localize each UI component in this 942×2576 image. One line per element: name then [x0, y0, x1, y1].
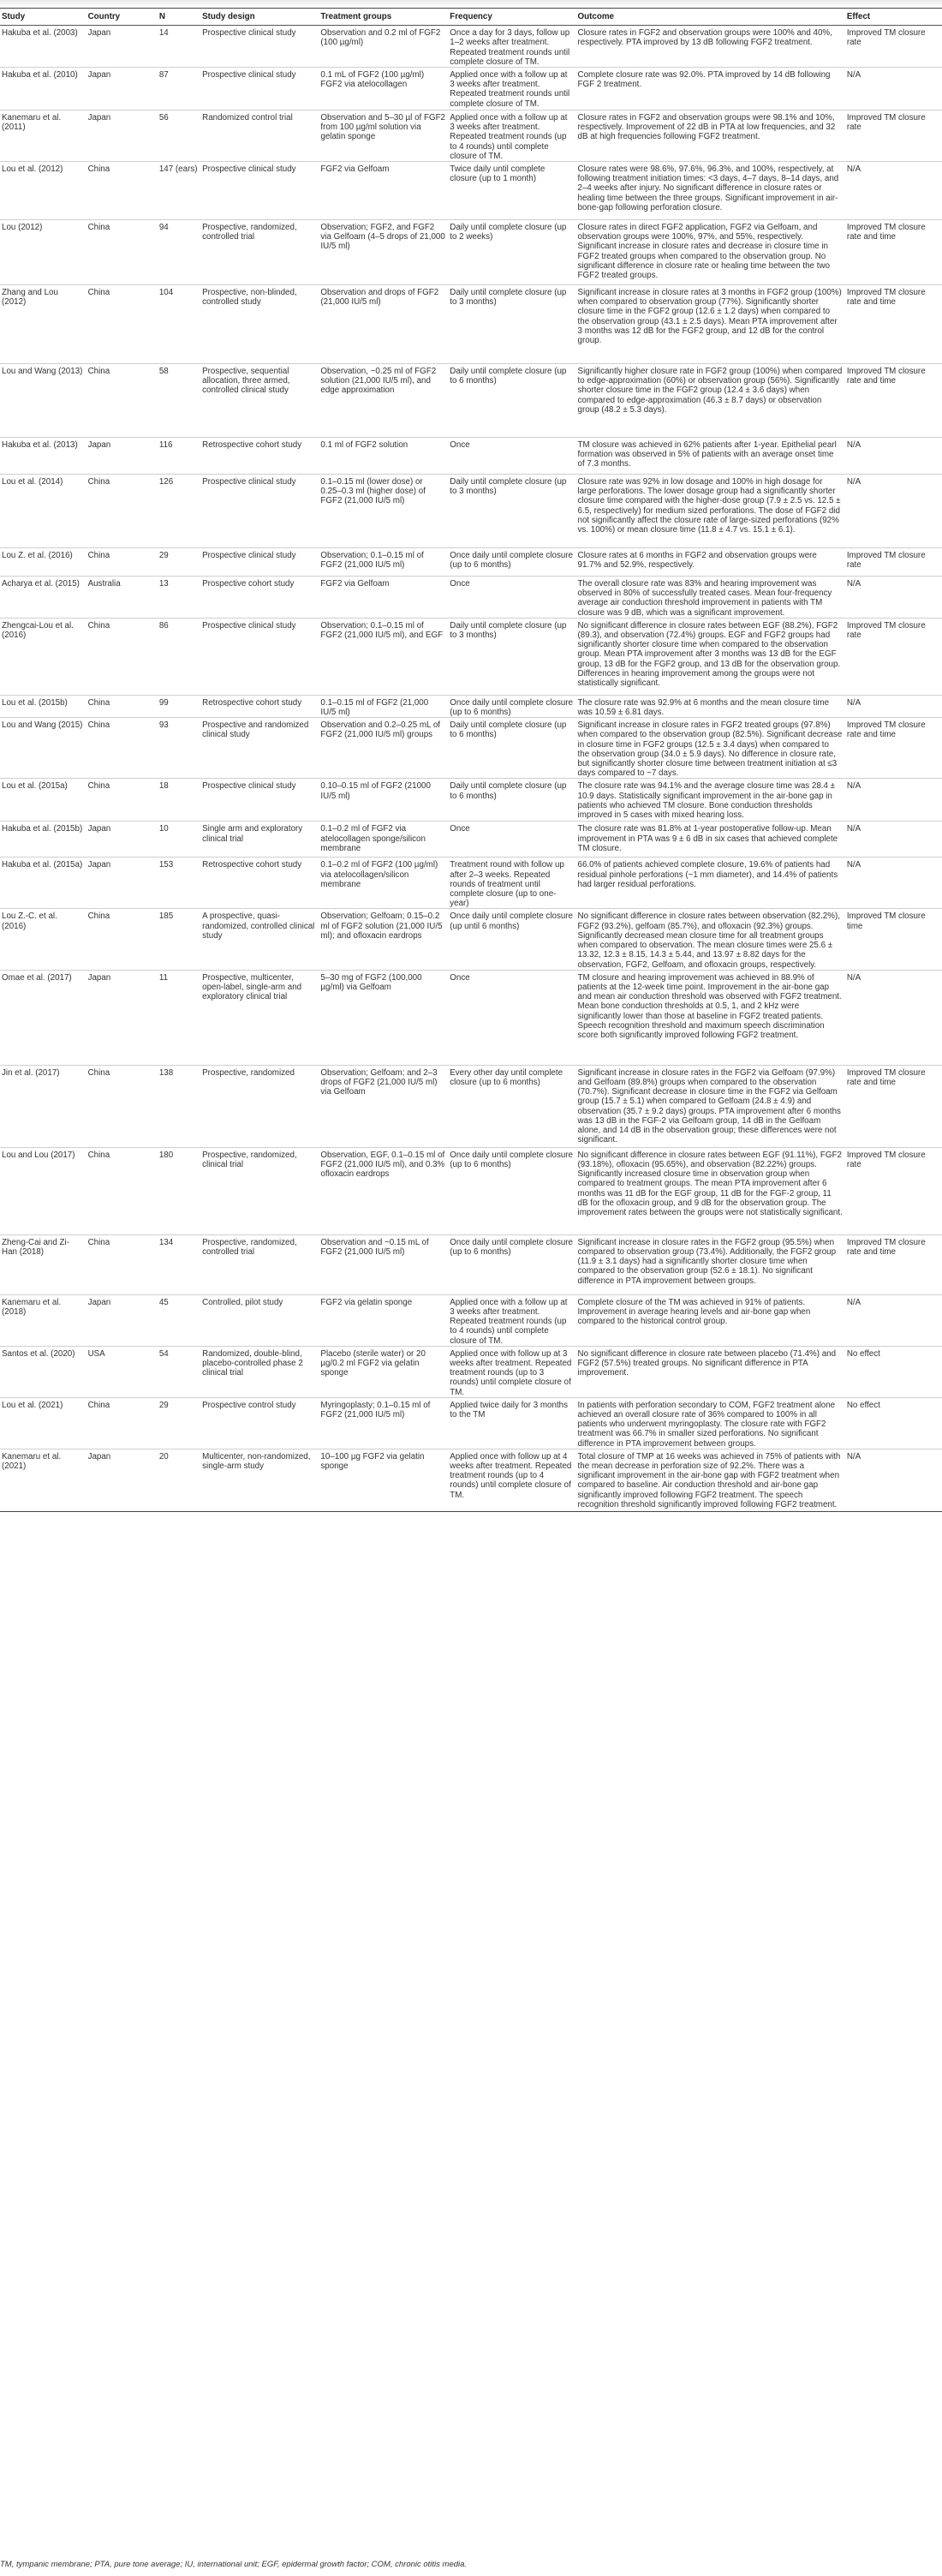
- cell-study-design: Prospective, randomized, clinical trial: [200, 1147, 319, 1234]
- cell-treatment-groups: FGF2 via Gelfoam: [319, 577, 448, 619]
- cell-effect: N/A: [845, 695, 942, 717]
- table-row: [0, 475, 942, 548]
- cell-outcome: In patients with perforation secondary to COM, FGF2 treatment alone achieved an overall closure rate of 36% compared to 100% in all patients who underwent myringoplasty. The closure rate with FGF2 treatment was 66.7% in smaller sized perforations. No significant difference in PTA improvement between groups.: [576, 1397, 845, 1449]
- cell-country: China: [86, 1234, 158, 1294]
- cell-country: China: [86, 220, 158, 285]
- table-row: [0, 26, 942, 68]
- table-row: [0, 858, 942, 909]
- header-frequency: Frequency: [448, 9, 575, 26]
- cell-effect: Improved TM closure rate: [845, 26, 942, 68]
- cell-frequency: Once daily until complete closure (up to 6 months): [448, 1234, 575, 1294]
- cell-study-design: Randomized control trial: [200, 111, 319, 162]
- cell-country: Japan: [86, 26, 158, 68]
- cell-effect: Improved TM closure rate: [845, 1147, 942, 1234]
- cell-study: Hakuba et al. (2013): [0, 438, 86, 475]
- cell-study-design: Prospective, randomized: [200, 1065, 319, 1147]
- header-n: N: [158, 9, 200, 26]
- cell-n: 56: [158, 111, 200, 162]
- cell-outcome: Closure rates in direct FGF2 application, FGF2 via Gelfoam, and observation groups were 100%, 97%, and 55%, respectively. Significant increase in closure rates and decrease in closure time in FGF2 treated groups when compared to the observation group. No significant difference in closure rate or healing time between the two FGF2 treated groups.: [576, 220, 845, 285]
- cell-study: Lou Z. et al. (2016): [0, 548, 86, 577]
- cell-country: China: [86, 1397, 158, 1449]
- cell-frequency: Daily until complete closure (up to 6 months): [448, 718, 575, 779]
- cell-country: Australia: [86, 577, 158, 619]
- cell-treatment-groups: Myringoplasty; 0.1–0.15 ml of FGF2 (21,000 IU/5 ml): [319, 1397, 448, 1449]
- cell-country: China: [86, 618, 158, 695]
- cell-effect: N/A: [845, 438, 942, 475]
- cell-frequency: Once daily until complete closure (up to 6 months): [448, 1147, 575, 1234]
- table-row: [0, 695, 942, 717]
- table-row: [0, 909, 942, 970]
- cell-treatment-groups: Observation; FGF2, and FGF2 via Gelfoam (4–5 drops of 21,000 IU/5 ml): [319, 220, 448, 285]
- cell-study: Lou and Lou (2017): [0, 1147, 86, 1234]
- cell-treatment-groups: 0.10–0.15 ml of FGF2 (21000 IU/5 ml): [319, 779, 448, 822]
- cell-treatment-groups: 0.1–0.2 ml of FGF2 (100 µg/ml) via atelocollagen/silicon membrane: [319, 858, 448, 909]
- table-row: [0, 220, 942, 285]
- cell-study: Kanemaru et al. (2021): [0, 1449, 86, 1511]
- cell-study: Acharya et al. (2015): [0, 577, 86, 619]
- cell-n: 45: [158, 1294, 200, 1346]
- table-header: [0, 9, 942, 26]
- cell-effect: Improved TM closure rate and time: [845, 1234, 942, 1294]
- cell-study: Hakuba et al. (2015a): [0, 858, 86, 909]
- cell-outcome: Closure rates were 98.6%, 97.6%, 96.3%, and 100%, respectively, at following treatment initiation times: <3 days, 4–7 days, 8–14 days, and 2–4 weeks after injury. No significant difference in closure rates or healing time between the three groups. Significant improvement in air-bone-gap following perforation closure.: [576, 162, 845, 220]
- table-row: [0, 438, 942, 475]
- cell-outcome: Significant increase in closure rates in the FGF2 via Gelfoam (97.9%) and Gelfoam (89.8%) groups when compared to the observation (70.7%). Significant decrease in closure time in the FGF2 via Gelfoam group (15.7 ± 5.1) when compared to Gelfoam (24.8 ± 4.9) and observation (35.7 ± 9.2 days) groups. PTA improvement after 6 months was 13 dB in the FGF-2 via Gelfoam group, 14 dB in the Gelfoam alone, and 14 dB in the observation group; these differences were not significant.: [576, 1065, 845, 1147]
- cell-country: China: [86, 718, 158, 779]
- table-row: [0, 1234, 942, 1294]
- cell-outcome: 66.0% of patients achieved complete closure, 19.6% of patients had residual pinhole perforations (~1 mm diameter), and 14.4% of patients had larger residual perforations.: [576, 858, 845, 909]
- cell-frequency: Once: [448, 970, 575, 1065]
- cell-n: 153: [158, 858, 200, 909]
- cell-n: 93: [158, 718, 200, 779]
- cell-country: China: [86, 162, 158, 220]
- cell-country: Japan: [86, 111, 158, 162]
- cell-study: Zhang and Lou (2012): [0, 285, 86, 364]
- cell-study-design: Single arm and exploratory clinical trial: [200, 822, 319, 858]
- cell-effect: Improved TM closure rate and time: [845, 285, 942, 364]
- cell-treatment-groups: 5–30 mg of FGF2 (100,000 µg/ml) via Gelfoam: [319, 970, 448, 1065]
- cell-study: Hakuba et al. (2003): [0, 26, 86, 68]
- cell-treatment-groups: Observation; 0.1–0.15 ml of FGF2 (21,000 IU/5 ml), and EGF: [319, 618, 448, 695]
- cell-n: 180: [158, 1147, 200, 1234]
- cell-country: China: [86, 475, 158, 548]
- cell-frequency: Applied once with follow up at 4 weeks after treatment. Repeated treatment rounds (up to 4 rounds) until complete closure of TM.: [448, 1449, 575, 1511]
- cell-country: China: [86, 909, 158, 970]
- cell-n: 11: [158, 970, 200, 1065]
- header-country: Country: [86, 9, 158, 26]
- cell-outcome: The overall closure rate was 83% and hearing improvement was observed in 80% of successfully treated cases. Mean four-frequency average air conduction threshold improvement in patients with TM closure was 9 dB, which was a significant improvement.: [576, 577, 845, 619]
- cell-n: 20: [158, 1449, 200, 1511]
- cell-study-design: Prospective clinical study: [200, 162, 319, 220]
- cell-study-design: Prospective clinical study: [200, 548, 319, 577]
- cell-study-design: Multicenter, non-randomized, single-arm study: [200, 1449, 319, 1511]
- cell-n: 14: [158, 26, 200, 68]
- cell-study-design: Prospective clinical study: [200, 779, 319, 822]
- table-row: [0, 162, 942, 220]
- cell-country: Japan: [86, 822, 158, 858]
- cell-outcome: No significant difference in closure rates between EGF (91.11%), FGF2 (93.18%), ofloxacin (95.65%), and observation (82.22%) groups. Significantly increased closure time in observation group when compared to treatment groups. The mean PTA improvement after 6 months was 11 dB for the EGF group, 11 dB for the FGF-2 group, 11 dB for the ofloxacin group, and 9 dB for the observation group. The improvement rates between the groups were not statistically significant.: [576, 1147, 845, 1234]
- table-row: [0, 1397, 942, 1449]
- cell-frequency: Once: [448, 438, 575, 475]
- cell-treatment-groups: Observation and ~0.15 mL of FGF2 (21,000 IU/5 ml): [319, 1234, 448, 1294]
- cell-study: Kanemaru et al. (2011): [0, 111, 86, 162]
- cell-n: 58: [158, 364, 200, 438]
- cell-treatment-groups: Observation, EGF, 0.1–0.15 ml of FGF2 (21,000 IU/5 ml), and 0.3% ofloxacin eardrops: [319, 1147, 448, 1234]
- cell-frequency: Applied once with follow up at 3 weeks after treatment. Repeated treatment rounds (up to 3 rounds) until complete closure of TM.: [448, 1346, 575, 1397]
- table-row: [0, 618, 942, 695]
- cell-outcome: Significant increase in closure rates in FGF2 treated groups (97.8%) when compared to the observation group (82.5%). Significant decrease in closure time in FGF2 groups (12.5 ± 3.4 days) when compared to the observation group (34.0 ± 5.9 days). No difference in closure rate, but significantly shorter closure time between treatment initiation at ≤3 days compared to ~7 days.: [576, 718, 845, 779]
- cell-effect: N/A: [845, 1449, 942, 1511]
- cell-frequency: Daily until complete closure (up to 3 months): [448, 475, 575, 548]
- top-edge-fade: [0, 0, 942, 7]
- cell-study: Lou (2012): [0, 220, 86, 285]
- cell-effect: N/A: [845, 970, 942, 1065]
- cell-n: 134: [158, 1234, 200, 1294]
- cell-treatment-groups: Observation; Gelfoam; and 2–3 drops of FGF2 (21,000 IU/5 ml) via Gelfoam: [319, 1065, 448, 1147]
- cell-treatment-groups: 0.1–0.15 ml of FGF2 (21,000 IU/5 ml): [319, 695, 448, 717]
- cell-frequency: Daily until complete closure (up to 3 months): [448, 285, 575, 364]
- table-footnote: TM, tympanic membrane; PTA, pure tone average; IU, international unit; EGF, epidermal growth factor; COM, chronic otitis media.: [0, 2560, 468, 2569]
- cell-n: 18: [158, 779, 200, 822]
- cell-study-design: Prospective clinical study: [200, 68, 319, 111]
- cell-study: Kanemaru et al. (2018): [0, 1294, 86, 1346]
- cell-outcome: Closure rates in FGF2 and observation groups were 100% and 40%, respectively. PTA improved by 13 dB following FGF2 treatment.: [576, 26, 845, 68]
- cell-outcome: The closure rate was 94.1% and the average closure time was 28.4 ± 10.9 days. Statistically significant improvement in the air-bone gap in patients who achieved TM closure. Bone conduction thresholds improved in 5 cases with mixed hearing loss.: [576, 779, 845, 822]
- cell-treatment-groups: FGF2 via gelatin sponge: [319, 1294, 448, 1346]
- cell-country: China: [86, 779, 158, 822]
- cell-outcome: The closure rate was 92.9% at 6 months and the mean closure time was 10.59 ± 6.81 days.: [576, 695, 845, 717]
- cell-treatment-groups: Observation and 0.2 ml of FGF2 (100 µg/ml): [319, 26, 448, 68]
- cell-effect: Improved TM closure rate and time: [845, 718, 942, 779]
- cell-effect: Improved TM closure rate: [845, 111, 942, 162]
- cell-effect: N/A: [845, 1294, 942, 1346]
- cell-n: 87: [158, 68, 200, 111]
- cell-effect: N/A: [845, 822, 942, 858]
- cell-study-design: Prospective clinical study: [200, 26, 319, 68]
- table-row: [0, 970, 942, 1065]
- header-study: Study: [0, 9, 86, 26]
- cell-outcome: TM closure and hearing improvement was achieved in 88.9% of patients at the 12-week time point. Improvement in the air-bone gap and mean air conduction threshold was observed with FGF2 treatment. Mean bone conduction thresholds at 0.5, 1, and 2 kHz were significantly lower than those at baseline in FGF2 treated patients. Speech recognition threshold and maximum speech discrimination score both significantly improved following FGF2 treatment.: [576, 970, 845, 1065]
- cell-country: Japan: [86, 438, 158, 475]
- cell-effect: Improved TM closure rate: [845, 548, 942, 577]
- cell-outcome: Complete closure of the TM was achieved in 91% of patients. Improvement in average hearing levels and air-bone gap when compared to the historical control group.: [576, 1294, 845, 1346]
- cell-n: 94: [158, 220, 200, 285]
- cell-study-design: Controlled, pilot study: [200, 1294, 319, 1346]
- cell-outcome: Significant increase in closure rates in the FGF2 group (95.5%) when compared to observation group (73.4%). Additionally, the FGF2 group (11.9 ± 3.1 days) had a significantly shorter closure time when compared to the observation group (52.6 ± 18.1). No significant difference in PTA improvement between groups.: [576, 1234, 845, 1294]
- cell-study: Lou and Wang (2015): [0, 718, 86, 779]
- cell-frequency: Applied once with a follow up at 3 weeks after treatment. Repeated treatment rounds (up to 4 rounds) until complete closure of TM.: [448, 1294, 575, 1346]
- cell-effect: N/A: [845, 779, 942, 822]
- cell-study-design: Retrospective cohort study: [200, 438, 319, 475]
- cell-outcome: TM closure was achieved in 62% patients after 1-year. Epithelial pearl formation was observed in 5% of patients with an average onset time of 7.3 months.: [576, 438, 845, 475]
- cell-study: Lou and Wang (2013): [0, 364, 86, 438]
- cell-n: 126: [158, 475, 200, 548]
- cell-outcome: Significantly higher closure rate in FGF2 group (100%) when compared to edge-approximation (60%) or observation group (56%). Significantly shorter closure time in the FGF2 group (12.4 ± 3.6 days) when compared to edge-approximation (46.3 ± 8.7 days) or observation group (48.2 ± 5.3 days).: [576, 364, 845, 438]
- cell-effect: Improved TM closure rate and time: [845, 364, 942, 438]
- cell-treatment-groups: Placebo (sterile water) or 20 µg/0.2 ml FGF2 via gelatin sponge: [319, 1346, 448, 1397]
- cell-effect: N/A: [845, 162, 942, 220]
- header-treatment-groups: Treatment groups: [319, 9, 448, 26]
- cell-treatment-groups: Observation and 0.2–0.25 mL of FGF2 (21,000 IU/5 ml) groups: [319, 718, 448, 779]
- cell-n: 54: [158, 1346, 200, 1397]
- cell-study: Santos et al. (2020): [0, 1346, 86, 1397]
- cell-treatment-groups: Observation and drops of FGF2 (21,000 IU/5 ml): [319, 285, 448, 364]
- cell-study-design: Prospective, sequential allocation, three armed, controlled clinical study: [200, 364, 319, 438]
- cell-outcome: No significant difference in closure rate between placebo (71.4%) and FGF2 (57.5%) treated groups. No significant difference in PTA improvement.: [576, 1346, 845, 1397]
- cell-n: 147 (ears): [158, 162, 200, 220]
- table-row: [0, 1294, 942, 1346]
- cell-study: Lou et al. (2014): [0, 475, 86, 548]
- cell-frequency: Twice daily until complete closure (up to 1 month): [448, 162, 575, 220]
- cell-study: Hakuba et al. (2015b): [0, 822, 86, 858]
- cell-study-design: Prospective, non-blinded, controlled study: [200, 285, 319, 364]
- cell-outcome: Closure rates at 6 months in FGF2 and observation groups were 91.7% and 52.9%, respectively.: [576, 548, 845, 577]
- cell-study-design: Randomized, double-blind, placebo-controlled phase 2 clinical trial: [200, 1346, 319, 1397]
- cell-study: Lou et al. (2021): [0, 1397, 86, 1449]
- cell-study: Hakuba et al. (2010): [0, 68, 86, 111]
- cell-effect: Improved TM closure rate: [845, 618, 942, 695]
- cell-frequency: Once daily until complete closure (up to 6 months): [448, 548, 575, 577]
- cell-frequency: Once daily until complete closure (up to 6 months): [448, 695, 575, 717]
- cell-study: Lou et al. (2015b): [0, 695, 86, 717]
- table-row: [0, 111, 942, 162]
- cell-country: China: [86, 1065, 158, 1147]
- cell-study: Zhengcai-Lou et al. (2016): [0, 618, 86, 695]
- cell-country: China: [86, 364, 158, 438]
- cell-effect: N/A: [845, 68, 942, 111]
- cell-study-design: Prospective, randomized, controlled trial: [200, 220, 319, 285]
- cell-country: Japan: [86, 970, 158, 1065]
- cell-study-design: A prospective, quasi-randomized, controlled clinical study: [200, 909, 319, 970]
- studies-table: [0, 8, 942, 1512]
- cell-n: 138: [158, 1065, 200, 1147]
- header-effect: Effect: [845, 9, 942, 26]
- cell-treatment-groups: 0.1 mL of FGF2 (100 µg/ml) FGF2 via atelocollagen: [319, 68, 448, 111]
- cell-study: Lou Z.-C. et al. (2016): [0, 909, 86, 970]
- cell-n: 10: [158, 822, 200, 858]
- cell-treatment-groups: Observation; 0.1–0.15 ml of FGF2 (21,000 IU/5 ml): [319, 548, 448, 577]
- cell-study-design: Retrospective cohort study: [200, 695, 319, 717]
- cell-frequency: Once daily until complete closure (up until 6 months): [448, 909, 575, 970]
- cell-outcome: No significant difference in closure rates between EGF (88.2%), FGF2 (89.3), and observation (72.4%) groups. EGF and FGF2 groups had significantly shorter closure time when compared to the observation group. Mean PTA improvement after 3 months was 13 dB for the EGF group, 13 dB for the FGF2 group, and 13 dB for the observation group. Differences in hearing improvement among the groups were not statistically significant.: [576, 618, 845, 695]
- cell-country: Japan: [86, 1294, 158, 1346]
- cell-n: 29: [158, 548, 200, 577]
- cell-effect: Improved TM closure rate and time: [845, 1065, 942, 1147]
- cell-treatment-groups: Observation; Gelfoam; 0.15–0.2 ml of FGF2 solution (21,000 IU/5 ml); and ofloxacin eardrops: [319, 909, 448, 970]
- table-body: [0, 26, 942, 1512]
- cell-frequency: Applied twice daily for 3 months to the TM: [448, 1397, 575, 1449]
- table-row: [0, 718, 942, 779]
- cell-frequency: Applied once with a follow up at 3 weeks after treatment. Repeated treatment rounds (up to 4 rounds) until complete closure of TM.: [448, 111, 575, 162]
- cell-outcome: Closure rate was 92% in low dosage and 100% in high dosage for large perforations. The lower dosage group had a significantly shorter closure time compared with the higher-dose group (7.9 ± 2.5 vs. 12.5 ± 6.5, respectively) for medium sized perforations. The dose of FGF2 did not significantly affect the closure rate of large-sized perforations (92% vs. 100%) or mean closure time (11.8 ± 4.7 vs. 15.1 ± 6.1).: [576, 475, 845, 548]
- table-row: [0, 285, 942, 364]
- cell-study-design: Prospective cohort study: [200, 577, 319, 619]
- header-row: [0, 9, 942, 26]
- cell-outcome: No significant difference in closure rates between observation (82.2%), FGF2 (93.2%), gelfoam (85.7%), and ofloxacin (92.3%) groups. Significantly decreased mean closure time for all treatment groups when compared to observation. The mean closure times were 25.6 ± 13.32, 12.3 ± 8.15, 14.3 ± 5.44, and 13.97 ± 8.82 days for the observation, FGF2, Gelfoam, and ofloxacin groups, respectively.: [576, 909, 845, 970]
- cell-study-design: Prospective and randomized clinical study: [200, 718, 319, 779]
- header-study-design: Study design: [200, 9, 319, 26]
- cell-country: USA: [86, 1346, 158, 1397]
- cell-study-design: Prospective, randomized, controlled trial: [200, 1234, 319, 1294]
- cell-frequency: Daily until complete closure (up to 6 months): [448, 779, 575, 822]
- cell-n: 116: [158, 438, 200, 475]
- cell-treatment-groups: 0.1–0.15 ml (lower dose) or 0.25–0.3 ml (higher dose) of FGF2 (21,000 IU/5 ml): [319, 475, 448, 548]
- cell-study: Jin et al. (2017): [0, 1065, 86, 1147]
- cell-country: China: [86, 548, 158, 577]
- cell-frequency: Once: [448, 822, 575, 858]
- cell-outcome: Total closure of TMP at 16 weeks was achieved in 75% of patients with the mean decrease in perforation size of 92.2%. There was a significant improvement in the air-bone gap with FGF2 treatment when compared to baseline. Air conduction threshold and air-bone gap significantly improved following FGF2 treatment. The speech recognition threshold significantly improved following FGF2 treatment.: [576, 1449, 845, 1511]
- cell-n: 29: [158, 1397, 200, 1449]
- table-row: [0, 577, 942, 619]
- cell-treatment-groups: 10–100 µg FGF2 via gelatin sponge: [319, 1449, 448, 1511]
- cell-n: 86: [158, 618, 200, 695]
- table-row: [0, 1346, 942, 1397]
- cell-frequency: Daily until complete closure (up to 2 weeks): [448, 220, 575, 285]
- cell-study: Omae et al. (2017): [0, 970, 86, 1065]
- cell-frequency: Daily until complete closure (up to 6 months): [448, 364, 575, 438]
- cell-frequency: Daily until complete closure (up to 3 months): [448, 618, 575, 695]
- cell-n: 104: [158, 285, 200, 364]
- cell-effect: No effect: [845, 1346, 942, 1397]
- cell-effect: No effect: [845, 1397, 942, 1449]
- cell-study: Zheng-Cai and Zi-Han (2018): [0, 1234, 86, 1294]
- cell-n: 185: [158, 909, 200, 970]
- cell-frequency: Treatment round with follow up after 2–3 weeks. Repeated rounds of treatment until complete closure (up to one-year): [448, 858, 575, 909]
- cell-country: China: [86, 285, 158, 364]
- cell-frequency: Once a day for 3 days, follow up 1–2 weeks after treatment. Repeated treatment rounds until complete closure of TM.: [448, 26, 575, 68]
- cell-study-design: Prospective, multicenter, open-label, single-arm and exploratory clinical trial: [200, 970, 319, 1065]
- cell-country: China: [86, 1147, 158, 1234]
- cell-study: Lou et al. (2015a): [0, 779, 86, 822]
- cell-n: 13: [158, 577, 200, 619]
- cell-treatment-groups: FGF2 via Gelfoam: [319, 162, 448, 220]
- cell-effect: N/A: [845, 858, 942, 909]
- table-row: [0, 1147, 942, 1234]
- table-row: [0, 1065, 942, 1147]
- cell-frequency: Once: [448, 577, 575, 619]
- cell-effect: N/A: [845, 475, 942, 548]
- table-row: [0, 779, 942, 822]
- cell-study-design: Prospective clinical study: [200, 618, 319, 695]
- table-row: [0, 822, 942, 858]
- cell-effect: Improved TM closure rate and time: [845, 220, 942, 285]
- cell-outcome: Significant increase in closure rates at 3 months in FGF2 group (100%) when compared to observation group (77%). Significantly shorter closure time in the FGF2 group (12.6 ± 1.2 days) when compared to the observation group (43.1 ± 2.5 days). Mean PTA improvement after 3 months was 12 dB for the FGF2 group, and 12 dB for the control group.: [576, 285, 845, 364]
- cell-outcome: Complete closure rate was 92.0%. PTA improved by 14 dB following FGF 2 treatment.: [576, 68, 845, 111]
- cell-country: China: [86, 695, 158, 717]
- cell-study-design: Prospective control study: [200, 1397, 319, 1449]
- cell-frequency: Applied once with a follow up at 3 weeks after treatment. Repeated treatment rounds until complete closure of TM.: [448, 68, 575, 111]
- table-row: [0, 68, 942, 111]
- cell-effect: N/A: [845, 577, 942, 619]
- table-row: [0, 548, 942, 577]
- cell-n: 99: [158, 695, 200, 717]
- cell-treatment-groups: Observation, ~0.25 ml of FGF2 solution (21,000 IU/5 ml), and edge approximation: [319, 364, 448, 438]
- cell-outcome: The closure rate was 81.8% at 1-year postoperative follow-up. Mean improvement in PTA was 9 ± 6 dB in six cases that achieved complete TM closure.: [576, 822, 845, 858]
- cell-study-design: Prospective clinical study: [200, 475, 319, 548]
- cell-outcome: Closure rates in FGF2 and observation groups were 98.1% and 10%, respectively. Improvement of 22 dB in PTA at low frequencies, and 32 dB at high frequencies following FGF2 treatment.: [576, 111, 845, 162]
- cell-effect: Improved TM closure time: [845, 909, 942, 970]
- cell-treatment-groups: 0.1–0.2 ml of FGF2 via atelocollagen sponge/silicon membrane: [319, 822, 448, 858]
- cell-study-design: Retrospective cohort study: [200, 858, 319, 909]
- table-row: [0, 1449, 942, 1511]
- cell-study: Lou et al. (2012): [0, 162, 86, 220]
- cell-treatment-groups: 0.1 ml of FGF2 solution: [319, 438, 448, 475]
- header-outcome: Outcome: [576, 9, 845, 26]
- cell-treatment-groups: Observation and 5–30 µl of FGF2 from 100 µg/ml solution via gelatin sponge: [319, 111, 448, 162]
- cell-frequency: Every other day until complete closure (up to 6 months): [448, 1065, 575, 1147]
- cell-country: Japan: [86, 858, 158, 909]
- cell-country: Japan: [86, 1449, 158, 1511]
- table-row: [0, 364, 942, 438]
- cell-country: Japan: [86, 68, 158, 111]
